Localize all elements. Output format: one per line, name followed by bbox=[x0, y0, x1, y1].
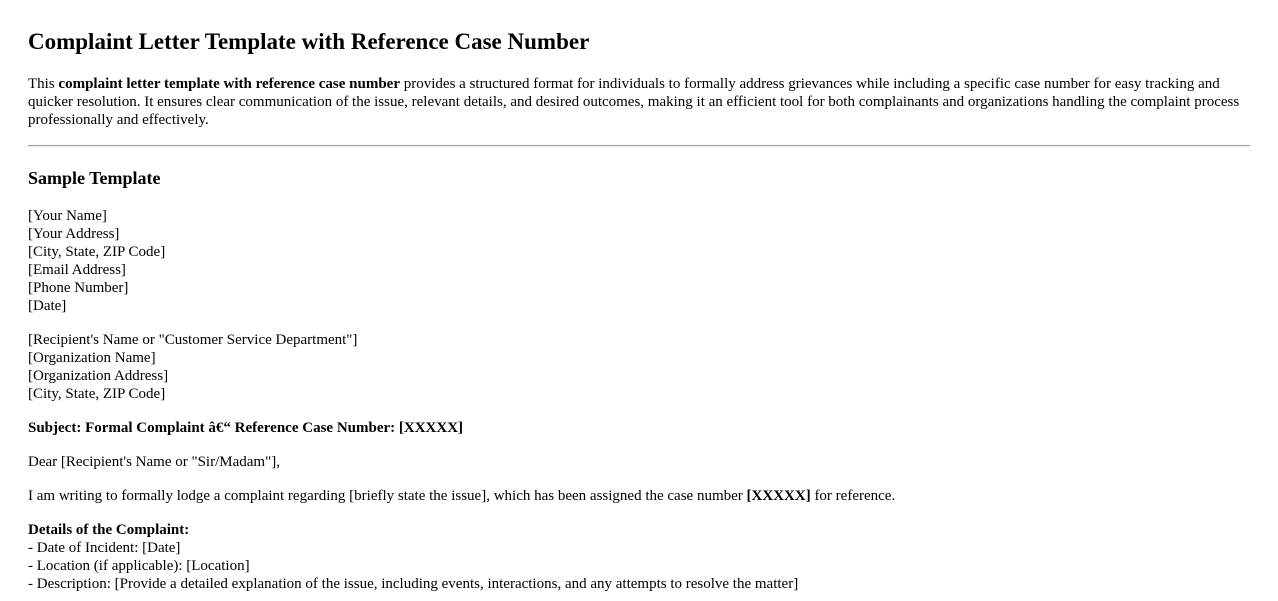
sender-phone: [Phone Number] bbox=[28, 280, 129, 296]
sender-address: [Your Address] bbox=[28, 226, 120, 242]
recipient-block bbox=[28, 331, 1250, 403]
sender-block bbox=[28, 207, 1250, 315]
sender-name: [Your Name] bbox=[28, 208, 107, 224]
recipient-organization: [Organization Name] bbox=[28, 350, 156, 366]
intro-lead: This bbox=[28, 76, 59, 92]
details-item: - Date of Incident: [Date] bbox=[28, 540, 181, 556]
case-number: [XXXXX] bbox=[746, 488, 811, 504]
recipient-city: [City, State, ZIP Code] bbox=[28, 386, 166, 402]
body-paragraph bbox=[28, 487, 1250, 505]
details-heading: Details of the Complaint: bbox=[28, 522, 190, 538]
subject-text: Subject: Formal Complaint â€“ Reference Case Number: [XXXXX] bbox=[28, 420, 464, 436]
sender-city: [City, State, ZIP Code] bbox=[28, 244, 166, 260]
salutation: Dear [Recipient's Name or "Sir/Madam"], bbox=[28, 454, 280, 470]
body-rest: for reference. bbox=[810, 488, 896, 504]
recipient-address: [Organization Address] bbox=[28, 368, 169, 384]
recipient-name: [Recipient's Name or "Customer Service Department"] bbox=[28, 332, 358, 348]
sender-email: [Email Address] bbox=[28, 262, 126, 278]
body-lead: I am writing to formally lodge a complaint regarding [briefly state the issue], which has been assigned the case number bbox=[28, 488, 747, 504]
page-title: Complaint Letter Template with Reference Case Number bbox=[28, 29, 590, 54]
details-item: - Location (if applicable): [Location] bbox=[28, 558, 250, 574]
details-block bbox=[28, 521, 1250, 593]
sample-template-heading: Sample Template bbox=[28, 168, 161, 188]
intro-rest: provides a structured format for individuals to formally address grievances while including a specific case number for easy tracking and quicker resolution. It ensures clear communication of the issue, relevant details, and desired outcomes, making it an efficient tool for both complainants and organizations handling the complaint process professionally and effectively. bbox=[28, 76, 1240, 128]
intro-paragraph bbox=[28, 75, 1250, 129]
subject-line bbox=[28, 419, 1250, 437]
intro-bold: complaint letter template with reference case number bbox=[58, 76, 400, 92]
sender-date: [Date] bbox=[28, 298, 67, 314]
divider bbox=[28, 145, 1250, 147]
details-item: - Description: [Provide a detailed explanation of the issue, including events, interactions, and any attempts to resolve the matter] bbox=[28, 576, 799, 592]
